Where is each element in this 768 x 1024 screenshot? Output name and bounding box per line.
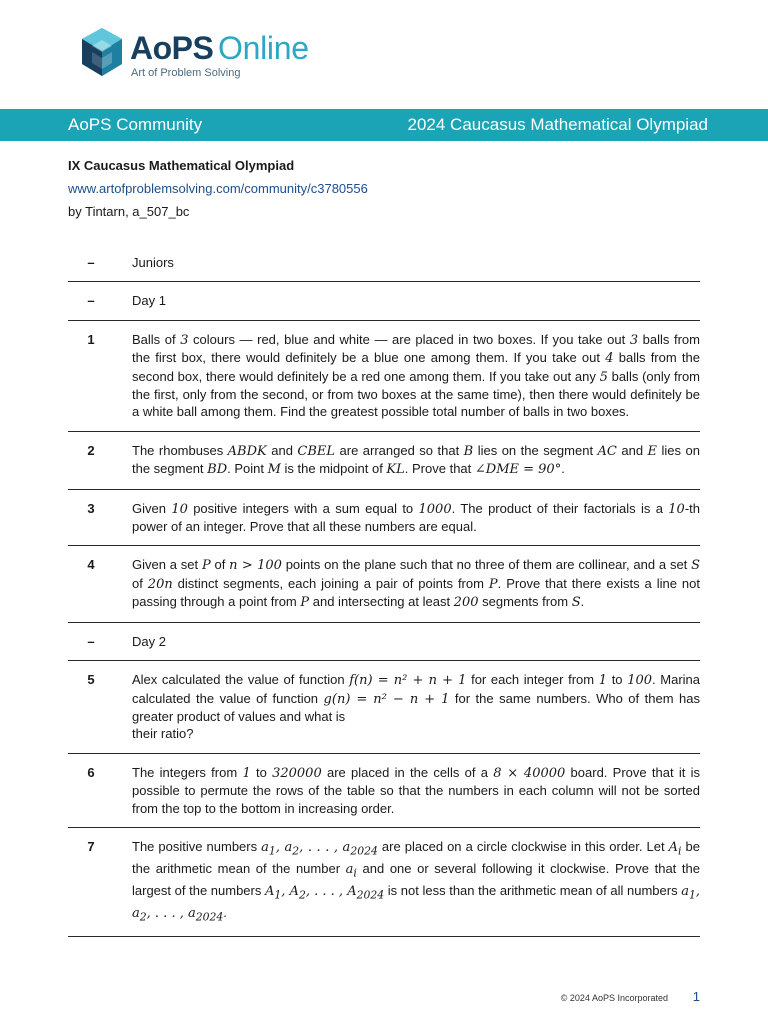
logo-brand: AoPS <box>130 30 214 66</box>
section-row <box>68 282 700 320</box>
section-row <box>68 623 700 661</box>
olympiad-title: IX Caucasus Mathematical Olympiad <box>68 158 295 173</box>
problem-number: 1 <box>87 331 95 347</box>
logo-tagline: Art of Problem Solving <box>131 67 241 79</box>
problem-number: – <box>87 255 95 270</box>
contest-meta <box>68 156 708 222</box>
problem-number: 4 <box>87 557 95 573</box>
page-header <box>0 0 768 108</box>
community-label: AoPS Community <box>68 115 203 134</box>
problem-row <box>68 490 700 547</box>
problem-row <box>68 661 700 754</box>
section-label: Day 1 <box>132 293 166 309</box>
authors-line: by Tintarn, a_507_bc <box>68 204 190 219</box>
problem-list <box>68 244 700 937</box>
problem-statement: Alex calculated the value of function f(n) = n² + n + 1 for each integer from 1 to 100. Marina calculated the value of function g(n) = n² − n + 1 for the same numbers. Who of them has greater product of values and what is their ratio? <box>132 672 701 742</box>
title-banner <box>0 109 768 141</box>
contest-title: 2024 Caucasus Mathematical Olympiad <box>407 115 708 134</box>
problem-row <box>68 546 700 622</box>
problem-statement: Given 10 positive integers with a sum equal to 1000. The product of their factorials is a 10-th power of an integer. Prove that all these numbers are equal. <box>132 500 700 535</box>
problem-row <box>68 321 700 432</box>
aops-cube-logo-icon <box>78 26 126 80</box>
problem-row <box>68 828 700 937</box>
logo-product: Online <box>218 30 309 66</box>
problem-number: 2 <box>87 442 95 458</box>
problem-number: 3 <box>87 500 95 516</box>
section-label: Juniors <box>132 255 174 270</box>
problem-number: – <box>87 293 95 309</box>
problem-row <box>68 754 700 828</box>
problem-statement: Balls of 3 colours — red, blue and white — are placed in two boxes. If you take out 3 balls from the first box, there would definitely be a blue one among them. If you take out 4 balls from the second box, there would definitely be a red one among them. If you take out any 5 balls (only from the first, only from the second, or from two boxes at the same time), then there would definitely be a white ball among them. Find the greatest possible total number of balls in two boxes. <box>132 331 700 420</box>
section-label: Day 2 <box>132 633 166 649</box>
copyright-text: © 2024 AoPS Incorporated <box>560 993 668 1003</box>
section-row <box>68 244 700 282</box>
problem-number: 5 <box>87 672 95 688</box>
page-number: 1 <box>692 989 700 1004</box>
community-link[interactable]: www.artofproblemsolving.com/community/c3780556 <box>68 181 368 196</box>
problem-row <box>68 432 700 490</box>
problem-statement: The positive numbers $a_1$, $a_2$, . . . , $a_{2024}$ are placed on a circle clockwise in this order. Let $A_i$ be the arithmetic mean of the number $a_i$ and one or several following it clockwise. Prove that the largest of the numbers $A_1$, $A_2$, . . . , $A_{2024}$ is not less than the arithmetic mean of all numbers $a_1$, $a_2$, . . . , $a_{2024}$. <box>132 838 701 924</box>
problem-number: – <box>87 633 95 649</box>
problem-number: 6 <box>87 764 95 780</box>
problem-statement: Given a set P of n > 100 points on the plane such that no three of them are collinear, and a set S of 20n distinct segments, each joining a pair of points from P. Prove that there exists a line not passing through a point from P and intersecting at least 200 segments from S. <box>132 557 701 611</box>
problem-statement: The rhombuses ABDK and CBEL are arranged so that B lies on the segment AC and E lies on the segment BD. Point M is the midpoint of KL. Prove that ∠DME = 90°. <box>132 442 700 478</box>
problem-number: 7 <box>87 838 95 854</box>
problem-statement: The integers from 1 to 320000 are placed in the cells of a 8 × 40000 board. Prove that it is possible to permute the rows of the table so that the numbers in each column will not be sorted from the top to the bottom in increasing order. <box>132 764 700 816</box>
